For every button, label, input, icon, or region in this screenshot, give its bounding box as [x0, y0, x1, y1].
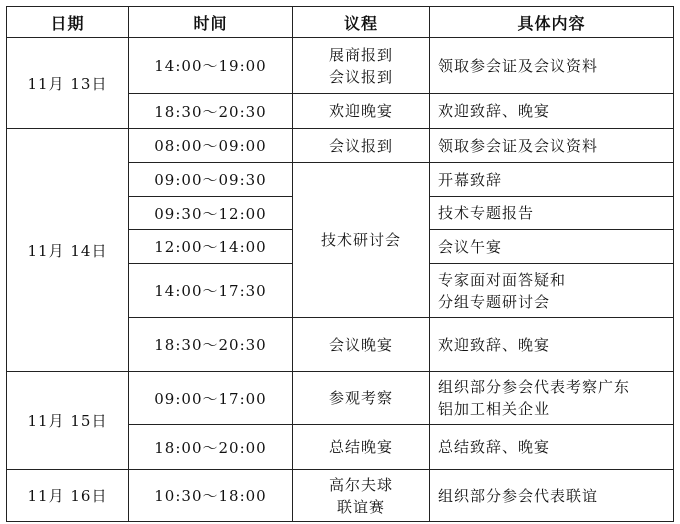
agenda-cell — [293, 470, 430, 522]
agenda-line: 参观考察 — [328, 389, 393, 407]
details-line: 欢迎致辞、晚宴 — [438, 102, 551, 120]
agenda-line: 技术研讨会 — [320, 231, 401, 249]
agenda-cell — [293, 163, 430, 318]
table-row — [7, 129, 674, 163]
time-cell: 14:00～17:30 — [129, 264, 293, 318]
details-line: 分组专题研讨会 — [438, 292, 551, 311]
agenda-line: 欢迎晚宴 — [328, 102, 393, 120]
details-line: 技术专题报告 — [438, 204, 535, 222]
details-cell — [430, 38, 674, 94]
details-cell — [430, 163, 674, 197]
time-cell: 12:00～14:00 — [129, 230, 293, 264]
table-row — [7, 372, 674, 425]
details-line: 开幕致辞 — [438, 170, 503, 189]
date-cell: 11月 14日 — [7, 129, 129, 372]
details-cell — [430, 230, 674, 264]
agenda-line: 会议晚宴 — [328, 335, 393, 354]
date-cell: 11月 16日 — [7, 470, 129, 522]
details-cell — [430, 470, 674, 522]
agenda-cell — [293, 318, 430, 372]
details-line: 总结致辞、晚宴 — [438, 438, 551, 456]
header-agenda: 议程 — [293, 7, 430, 38]
time-cell: 09:00～17:00 — [129, 372, 293, 425]
details-line: 领取参会证及会议资料 — [438, 56, 599, 75]
time-cell: 08:00～09:00 — [129, 129, 293, 163]
header-date: 日期 — [7, 7, 129, 38]
time-cell: 09:30～12:00 — [129, 197, 293, 230]
agenda-cell — [293, 425, 430, 470]
date-cell: 11月 15日 — [7, 372, 129, 470]
details-line: 领取参会证及会议资料 — [438, 136, 599, 155]
details-line: 专家面对面答疑和 — [438, 270, 567, 289]
details-line: 会议午宴 — [438, 237, 503, 256]
agenda-cell — [293, 372, 430, 425]
agenda-line: 会议报到 — [328, 136, 393, 155]
header-details: 具体内容 — [430, 7, 674, 38]
agenda-line: 高尔夫球 — [328, 475, 393, 494]
agenda-line: 展商报到 — [328, 45, 393, 64]
time-cell: 18:30～20:30 — [129, 318, 293, 372]
header-row — [7, 7, 674, 38]
details-cell — [430, 425, 674, 470]
details-cell — [430, 318, 674, 372]
table-row — [7, 470, 674, 522]
details-cell — [430, 197, 674, 230]
details-cell — [430, 94, 674, 129]
schedule-table — [6, 6, 674, 522]
agenda-cell — [293, 129, 430, 163]
agenda-cell — [293, 38, 430, 94]
details-cell — [430, 372, 674, 425]
agenda-cell — [293, 94, 430, 129]
time-cell: 14:00～19:00 — [129, 38, 293, 94]
date-cell: 11月 13日 — [7, 38, 129, 129]
agenda-line: 会议报到 — [328, 67, 393, 86]
agenda-line: 联谊赛 — [336, 497, 385, 516]
details-cell — [430, 264, 674, 318]
details-line: 组织部分参会代表联谊 — [438, 486, 599, 505]
details-line: 组织部分参会代表考察广东 — [438, 378, 631, 396]
time-cell: 09:00～09:30 — [129, 163, 293, 197]
time-cell: 18:00～20:00 — [129, 425, 293, 470]
details-line: 欢迎致辞、晚宴 — [438, 335, 551, 354]
details-cell — [430, 129, 674, 163]
table-row — [7, 38, 674, 94]
time-cell: 10:30～18:00 — [129, 470, 293, 522]
details-line: 铝加工相关企业 — [438, 400, 551, 418]
time-cell: 18:30～20:30 — [129, 94, 293, 129]
header-time: 时间 — [129, 7, 293, 38]
agenda-line: 总结晚宴 — [328, 438, 393, 456]
